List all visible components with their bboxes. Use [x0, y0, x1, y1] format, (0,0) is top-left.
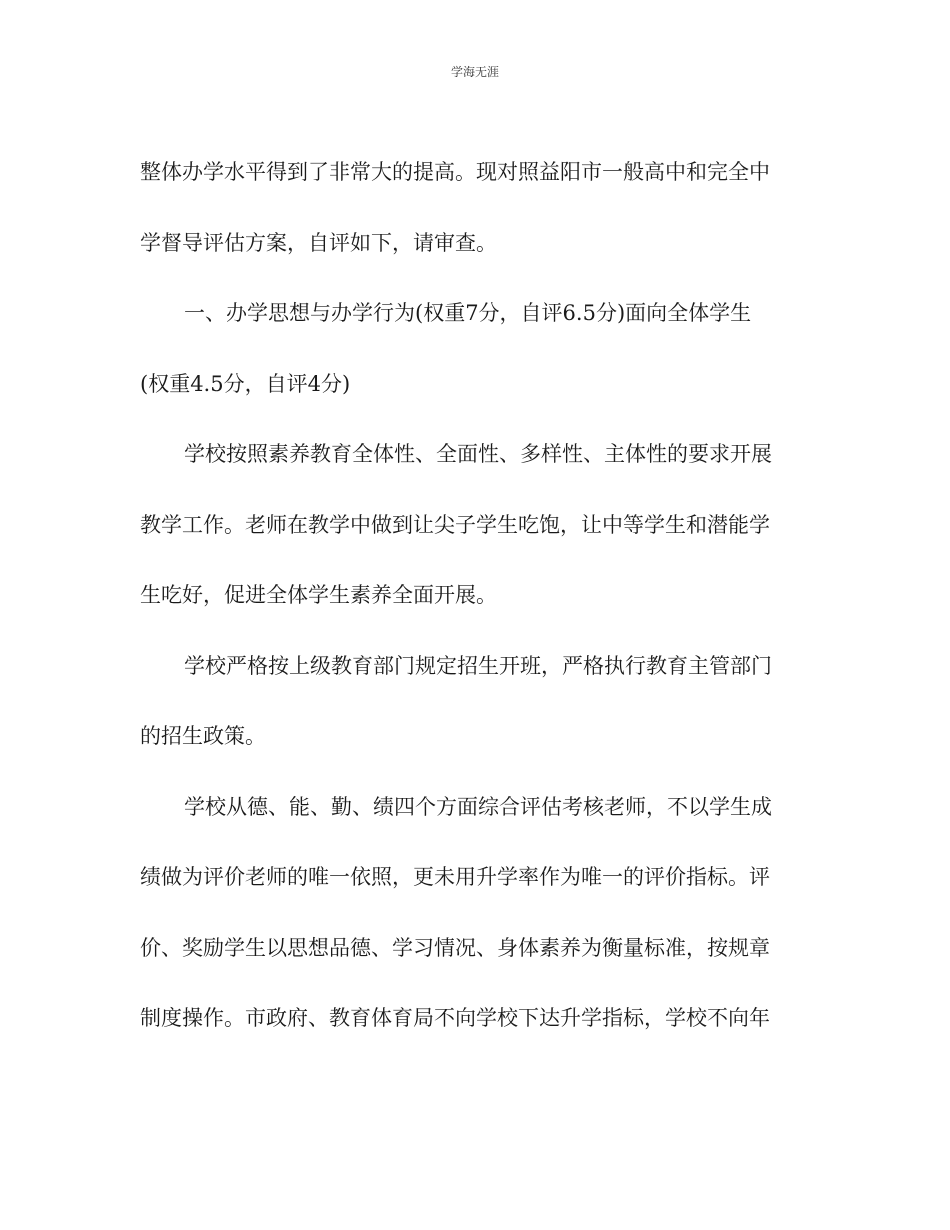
section-heading-line: 一、办学思想与办学行为(权重7分，自评6.5分)面向全体学生 [184, 301, 752, 325]
paragraph-start-line: 学校严格按上级教育部门规定招生开班，严格执行教育主管部门 [184, 653, 772, 678]
text-line: 的招生政策。 [140, 724, 266, 748]
text-line: 整体办学水平得到了非常大的提高。现对照益阳市一般高中和完全中 [140, 160, 770, 184]
text-line: 制度操作。市政府、教育体育局不向学校下达升学指标，学校不向年 [140, 1006, 770, 1030]
text-line: 生吃好，促进全体学生素养全面开展。 [140, 583, 497, 607]
text-line: 学督导评估方案，自评如下，请审查。 [140, 230, 497, 255]
text-line: (权重4.5分，自评4分) [140, 371, 351, 396]
text-line: 教学工作。老师在教学中做到让尖子学生吃饱，让中等学生和潜能学 [140, 512, 770, 537]
document-body [140, 137, 820, 1054]
page-header: 学海无涯 [450, 65, 499, 79]
text-line: 价、奖励学生以思想品德、学习情况、身体素养为衡量标准，按规章 [140, 935, 770, 960]
paragraph-start-line: 学校按照素养教育全体性、全面性、多样性、主体性的要求开展 [184, 442, 772, 466]
text-line: 绩做为评价老师的唯一依照，更未用升学率作为唯一的评价指标。评 [140, 865, 770, 889]
paragraph-start-line: 学校从德、能、勤、绩四个方面综合评估考核老师，不以学生成 [184, 794, 772, 819]
